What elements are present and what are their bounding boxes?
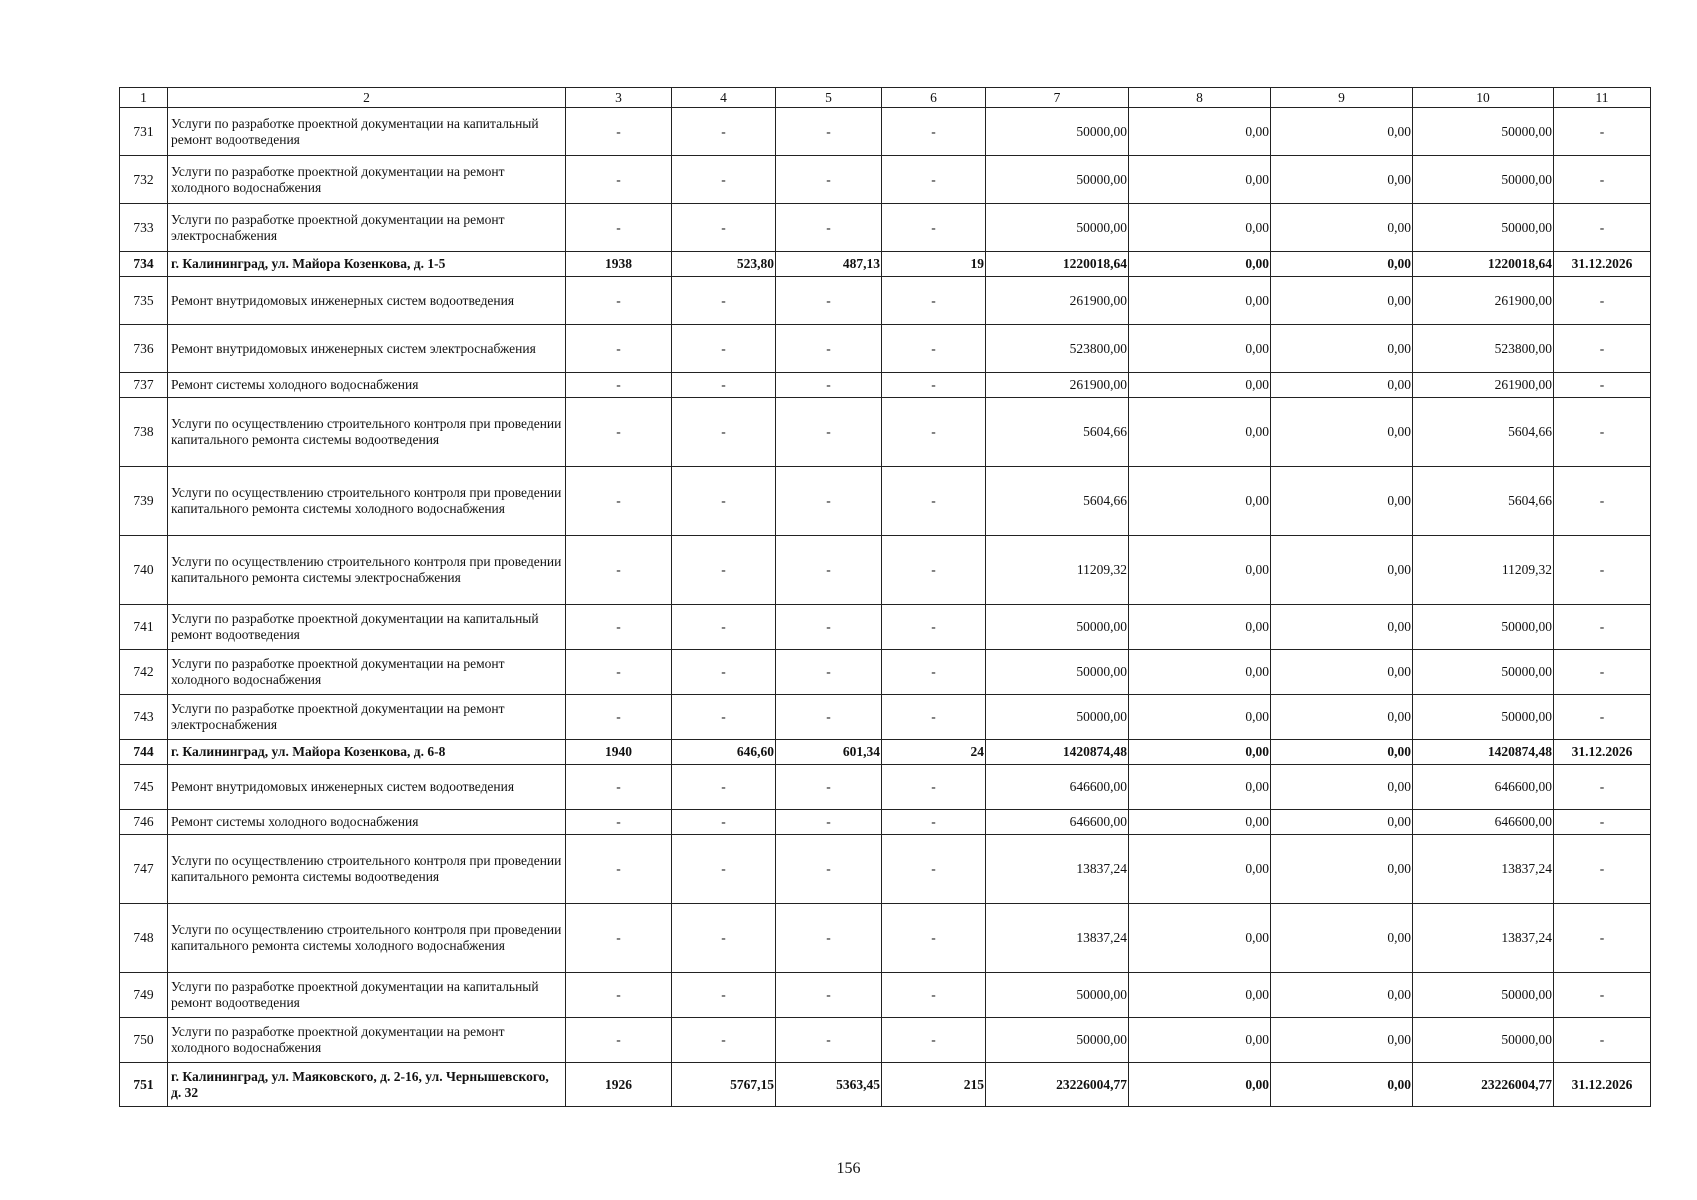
budget-table [119, 87, 1651, 1107]
row-number-cell: 736 [120, 325, 168, 373]
table-row [120, 765, 1651, 810]
year-cell: 1940 [566, 740, 672, 765]
description-cell: Услуги по разработке проектной документации на ремонт электроснабжения [168, 695, 566, 740]
area-living-cell: - [776, 536, 882, 605]
description-cell: Услуги по разработке проектной документации на капитальный ремонт водоотведения [168, 108, 566, 156]
area-total-cell: - [672, 765, 776, 810]
deadline-cell: - [1554, 810, 1651, 835]
description-cell: Услуги по разработке проектной документации на капитальный ремонт водоотведения [168, 973, 566, 1018]
table-row [120, 904, 1651, 973]
year-cell: - [566, 650, 672, 695]
cost-owners-cell: 261900,00 [1413, 277, 1554, 325]
cost-total-cell: 11209,32 [986, 536, 1129, 605]
column-number-row [120, 88, 1651, 108]
cost-budget-cell: 0,00 [1271, 467, 1413, 536]
area-living-cell: - [776, 605, 882, 650]
year-cell: - [566, 277, 672, 325]
description-cell: Услуги по разработке проектной документации на ремонт электроснабжения [168, 204, 566, 252]
table-row [120, 536, 1651, 605]
cost-budget-cell: 0,00 [1271, 398, 1413, 467]
cost-owners-cell: 646600,00 [1413, 810, 1554, 835]
residents-cell: - [882, 835, 986, 904]
area-total-cell: - [672, 325, 776, 373]
cost-total-cell: 646600,00 [986, 810, 1129, 835]
cost-budget-cell: 0,00 [1271, 536, 1413, 605]
cost-owners-cell: 23226004,77 [1413, 1063, 1554, 1107]
description-cell: Ремонт внутридомовых инженерных систем водоотведения [168, 765, 566, 810]
row-number-cell: 739 [120, 467, 168, 536]
area-total-cell: - [672, 904, 776, 973]
table-row [120, 1063, 1651, 1107]
description-cell: Услуги по осуществлению строительного контроля при проведении капитального ремонта системы водоотведения [168, 835, 566, 904]
deadline-cell: - [1554, 765, 1651, 810]
area-total-cell: - [672, 156, 776, 204]
description-cell: Услуги по осуществлению строительного контроля при проведении капитального ремонта системы водоотведения [168, 398, 566, 467]
row-number-cell: 731 [120, 108, 168, 156]
residents-cell: - [882, 650, 986, 695]
table-row [120, 204, 1651, 252]
deadline-cell: - [1554, 325, 1651, 373]
area-living-cell: 487,13 [776, 252, 882, 277]
cost-total-cell: 23226004,77 [986, 1063, 1129, 1107]
residents-cell: - [882, 536, 986, 605]
residents-cell: - [882, 810, 986, 835]
cost-fund-cell: 0,00 [1129, 904, 1271, 973]
cost-total-cell: 50000,00 [986, 1018, 1129, 1063]
description-cell: Услуги по разработке проектной документации на ремонт холодного водоснабжения [168, 156, 566, 204]
cost-total-cell: 5604,66 [986, 467, 1129, 536]
area-living-cell: 601,34 [776, 740, 882, 765]
cost-total-cell: 50000,00 [986, 156, 1129, 204]
area-living-cell: - [776, 373, 882, 398]
cost-budget-cell: 0,00 [1271, 695, 1413, 740]
cost-total-cell: 50000,00 [986, 108, 1129, 156]
cost-owners-cell: 1220018,64 [1413, 252, 1554, 277]
cost-budget-cell: 0,00 [1271, 973, 1413, 1018]
description-cell: Услуги по разработке проектной документации на ремонт холодного водоснабжения [168, 650, 566, 695]
row-number-cell: 748 [120, 904, 168, 973]
residents-cell: - [882, 904, 986, 973]
year-cell: - [566, 1018, 672, 1063]
table-row [120, 467, 1651, 536]
description-cell: Услуги по осуществлению строительного контроля при проведении капитального ремонта системы холодного водоснабжения [168, 904, 566, 973]
table-row [120, 1018, 1651, 1063]
row-number-cell: 744 [120, 740, 168, 765]
description-cell: Услуги по осуществлению строительного контроля при проведении капитального ремонта системы электроснабжения [168, 536, 566, 605]
description-cell: Услуги по разработке проектной документации на капитальный ремонт водоотведения [168, 605, 566, 650]
area-total-cell: - [672, 467, 776, 536]
column-number: 7 [986, 88, 1129, 108]
cost-fund-cell: 0,00 [1129, 1063, 1271, 1107]
cost-fund-cell: 0,00 [1129, 373, 1271, 398]
description-cell: Ремонт системы холодного водоснабжения [168, 373, 566, 398]
column-number: 1 [120, 88, 168, 108]
row-number-cell: 747 [120, 835, 168, 904]
cost-total-cell: 50000,00 [986, 973, 1129, 1018]
row-number-cell: 750 [120, 1018, 168, 1063]
cost-budget-cell: 0,00 [1271, 1018, 1413, 1063]
year-cell: - [566, 904, 672, 973]
table-row [120, 373, 1651, 398]
row-number-cell: 737 [120, 373, 168, 398]
cost-owners-cell: 13837,24 [1413, 835, 1554, 904]
column-number: 8 [1129, 88, 1271, 108]
description-cell: Услуги по осуществлению строительного контроля при проведении капитального ремонта системы холодного водоснабжения [168, 467, 566, 536]
cost-budget-cell: 0,00 [1271, 252, 1413, 277]
area-living-cell: - [776, 835, 882, 904]
year-cell: - [566, 325, 672, 373]
cost-budget-cell: 0,00 [1271, 1063, 1413, 1107]
row-number-cell: 738 [120, 398, 168, 467]
table-row [120, 252, 1651, 277]
row-number-cell: 751 [120, 1063, 168, 1107]
table-row [120, 277, 1651, 325]
year-cell: - [566, 467, 672, 536]
cost-fund-cell: 0,00 [1129, 398, 1271, 467]
cost-fund-cell: 0,00 [1129, 810, 1271, 835]
cost-fund-cell: 0,00 [1129, 108, 1271, 156]
residents-cell: - [882, 204, 986, 252]
area-total-cell: - [672, 204, 776, 252]
residents-cell: - [882, 156, 986, 204]
row-number-cell: 733 [120, 204, 168, 252]
area-living-cell: - [776, 204, 882, 252]
cost-total-cell: 646600,00 [986, 765, 1129, 810]
row-number-cell: 746 [120, 810, 168, 835]
cost-fund-cell: 0,00 [1129, 835, 1271, 904]
cost-total-cell: 261900,00 [986, 373, 1129, 398]
row-number-cell: 749 [120, 973, 168, 1018]
cost-fund-cell: 0,00 [1129, 650, 1271, 695]
area-total-cell: - [672, 650, 776, 695]
residents-cell: - [882, 325, 986, 373]
residents-cell: - [882, 373, 986, 398]
deadline-cell: - [1554, 108, 1651, 156]
description-cell: г. Калининград, ул. Майора Козенкова, д. 1-5 [168, 252, 566, 277]
table-row [120, 398, 1651, 467]
column-number: 2 [168, 88, 566, 108]
area-living-cell: - [776, 277, 882, 325]
table-row [120, 156, 1651, 204]
deadline-cell: - [1554, 373, 1651, 398]
year-cell: - [566, 765, 672, 810]
row-number-cell: 732 [120, 156, 168, 204]
year-cell: - [566, 810, 672, 835]
cost-owners-cell: 5604,66 [1413, 398, 1554, 467]
description-cell: Ремонт системы холодного водоснабжения [168, 810, 566, 835]
cost-fund-cell: 0,00 [1129, 204, 1271, 252]
cost-fund-cell: 0,00 [1129, 973, 1271, 1018]
year-cell: - [566, 605, 672, 650]
year-cell: 1938 [566, 252, 672, 277]
cost-fund-cell: 0,00 [1129, 765, 1271, 810]
cost-total-cell: 13837,24 [986, 835, 1129, 904]
row-number-cell: 740 [120, 536, 168, 605]
column-number: 3 [566, 88, 672, 108]
cost-budget-cell: 0,00 [1271, 835, 1413, 904]
area-living-cell: - [776, 650, 882, 695]
cost-fund-cell: 0,00 [1129, 605, 1271, 650]
year-cell: - [566, 973, 672, 1018]
cost-owners-cell: 50000,00 [1413, 605, 1554, 650]
cost-fund-cell: 0,00 [1129, 156, 1271, 204]
area-total-cell: 5767,15 [672, 1063, 776, 1107]
residents-cell: - [882, 605, 986, 650]
area-total-cell: - [672, 835, 776, 904]
description-cell: Ремонт внутридомовых инженерных систем электроснабжения [168, 325, 566, 373]
row-number-cell: 741 [120, 605, 168, 650]
cost-fund-cell: 0,00 [1129, 695, 1271, 740]
deadline-cell: - [1554, 398, 1651, 467]
area-living-cell: - [776, 108, 882, 156]
deadline-cell: - [1554, 650, 1651, 695]
year-cell: - [566, 536, 672, 605]
cost-total-cell: 1220018,64 [986, 252, 1129, 277]
table-row [120, 973, 1651, 1018]
cost-owners-cell: 261900,00 [1413, 373, 1554, 398]
area-living-cell: - [776, 973, 882, 1018]
cost-budget-cell: 0,00 [1271, 325, 1413, 373]
deadline-cell: - [1554, 605, 1651, 650]
cost-fund-cell: 0,00 [1129, 467, 1271, 536]
residents-cell: 19 [882, 252, 986, 277]
year-cell: - [566, 156, 672, 204]
cost-budget-cell: 0,00 [1271, 156, 1413, 204]
cost-budget-cell: 0,00 [1271, 650, 1413, 695]
cost-owners-cell: 11209,32 [1413, 536, 1554, 605]
column-number: 9 [1271, 88, 1413, 108]
year-cell: 1926 [566, 1063, 672, 1107]
deadline-cell: - [1554, 973, 1651, 1018]
year-cell: - [566, 204, 672, 252]
area-living-cell: - [776, 1018, 882, 1063]
table-row [120, 740, 1651, 765]
area-total-cell: 523,80 [672, 252, 776, 277]
cost-owners-cell: 50000,00 [1413, 973, 1554, 1018]
area-total-cell: 646,60 [672, 740, 776, 765]
area-total-cell: - [672, 398, 776, 467]
cost-total-cell: 50000,00 [986, 605, 1129, 650]
residents-cell: 215 [882, 1063, 986, 1107]
cost-fund-cell: 0,00 [1129, 536, 1271, 605]
description-cell: г. Калининград, ул. Маяковского, д. 2-16, ул. Чернышевского, д. 32 [168, 1063, 566, 1107]
column-number: 4 [672, 88, 776, 108]
row-number-cell: 734 [120, 252, 168, 277]
cost-owners-cell: 523800,00 [1413, 325, 1554, 373]
deadline-cell: 31.12.2026 [1554, 740, 1651, 765]
residents-cell: - [882, 398, 986, 467]
cost-owners-cell: 646600,00 [1413, 765, 1554, 810]
cost-owners-cell: 50000,00 [1413, 156, 1554, 204]
cost-budget-cell: 0,00 [1271, 277, 1413, 325]
residents-cell: - [882, 108, 986, 156]
description-cell: г. Калининград, ул. Майора Козенкова, д. 6-8 [168, 740, 566, 765]
year-cell: - [566, 835, 672, 904]
cost-total-cell: 1420874,48 [986, 740, 1129, 765]
description-cell: Ремонт внутридомовых инженерных систем водоотведения [168, 277, 566, 325]
deadline-cell: - [1554, 204, 1651, 252]
cost-total-cell: 261900,00 [986, 277, 1129, 325]
table-row [120, 605, 1651, 650]
area-living-cell: - [776, 810, 882, 835]
cost-budget-cell: 0,00 [1271, 108, 1413, 156]
area-living-cell: - [776, 695, 882, 740]
cost-budget-cell: 0,00 [1271, 810, 1413, 835]
table-row [120, 325, 1651, 373]
cost-owners-cell: 13837,24 [1413, 904, 1554, 973]
cost-budget-cell: 0,00 [1271, 740, 1413, 765]
cost-budget-cell: 0,00 [1271, 605, 1413, 650]
cost-owners-cell: 5604,66 [1413, 467, 1554, 536]
deadline-cell: - [1554, 277, 1651, 325]
cost-owners-cell: 50000,00 [1413, 108, 1554, 156]
cost-total-cell: 5604,66 [986, 398, 1129, 467]
deadline-cell: - [1554, 695, 1651, 740]
cost-fund-cell: 0,00 [1129, 325, 1271, 373]
table-row [120, 835, 1651, 904]
residents-cell: - [882, 765, 986, 810]
area-total-cell: - [672, 536, 776, 605]
area-total-cell: - [672, 605, 776, 650]
area-total-cell: - [672, 695, 776, 740]
deadline-cell: - [1554, 904, 1651, 973]
deadline-cell: - [1554, 835, 1651, 904]
cost-owners-cell: 50000,00 [1413, 1018, 1554, 1063]
area-living-cell: - [776, 904, 882, 973]
area-total-cell: - [672, 277, 776, 325]
area-total-cell: - [672, 973, 776, 1018]
residents-cell: 24 [882, 740, 986, 765]
cost-fund-cell: 0,00 [1129, 740, 1271, 765]
year-cell: - [566, 398, 672, 467]
area-total-cell: - [672, 1018, 776, 1063]
year-cell: - [566, 108, 672, 156]
table-row [120, 695, 1651, 740]
deadline-cell: - [1554, 467, 1651, 536]
cost-total-cell: 13837,24 [986, 904, 1129, 973]
table-row [120, 108, 1651, 156]
cost-fund-cell: 0,00 [1129, 277, 1271, 325]
area-living-cell: - [776, 325, 882, 373]
cost-fund-cell: 0,00 [1129, 1018, 1271, 1063]
page-number: 156 [836, 1160, 861, 1177]
area-living-cell: - [776, 467, 882, 536]
deadline-cell: - [1554, 1018, 1651, 1063]
row-number-cell: 742 [120, 650, 168, 695]
cost-budget-cell: 0,00 [1271, 904, 1413, 973]
deadline-cell: - [1554, 536, 1651, 605]
cost-fund-cell: 0,00 [1129, 252, 1271, 277]
area-living-cell: 5363,45 [776, 1063, 882, 1107]
cost-owners-cell: 50000,00 [1413, 650, 1554, 695]
column-number: 10 [1413, 88, 1554, 108]
area-living-cell: - [776, 398, 882, 467]
column-number: 5 [776, 88, 882, 108]
cost-total-cell: 50000,00 [986, 204, 1129, 252]
row-number-cell: 745 [120, 765, 168, 810]
residents-cell: - [882, 973, 986, 1018]
table-body [120, 88, 1651, 1107]
area-living-cell: - [776, 156, 882, 204]
year-cell: - [566, 695, 672, 740]
description-cell: Услуги по разработке проектной документации на ремонт холодного водоснабжения [168, 1018, 566, 1063]
deadline-cell: - [1554, 156, 1651, 204]
area-total-cell: - [672, 373, 776, 398]
table-row [120, 650, 1651, 695]
cost-owners-cell: 50000,00 [1413, 204, 1554, 252]
cost-budget-cell: 0,00 [1271, 204, 1413, 252]
cost-total-cell: 523800,00 [986, 325, 1129, 373]
residents-cell: - [882, 1018, 986, 1063]
row-number-cell: 735 [120, 277, 168, 325]
table-row [120, 810, 1651, 835]
year-cell: - [566, 373, 672, 398]
deadline-cell: 31.12.2026 [1554, 1063, 1651, 1107]
column-number: 11 [1554, 88, 1651, 108]
column-number: 6 [882, 88, 986, 108]
cost-budget-cell: 0,00 [1271, 765, 1413, 810]
residents-cell: - [882, 277, 986, 325]
area-total-cell: - [672, 108, 776, 156]
residents-cell: - [882, 467, 986, 536]
residents-cell: - [882, 695, 986, 740]
area-total-cell: - [672, 810, 776, 835]
cost-total-cell: 50000,00 [986, 695, 1129, 740]
cost-owners-cell: 50000,00 [1413, 695, 1554, 740]
cost-owners-cell: 1420874,48 [1413, 740, 1554, 765]
cost-total-cell: 50000,00 [986, 650, 1129, 695]
cost-budget-cell: 0,00 [1271, 373, 1413, 398]
area-living-cell: - [776, 765, 882, 810]
deadline-cell: 31.12.2026 [1554, 252, 1651, 277]
row-number-cell: 743 [120, 695, 168, 740]
